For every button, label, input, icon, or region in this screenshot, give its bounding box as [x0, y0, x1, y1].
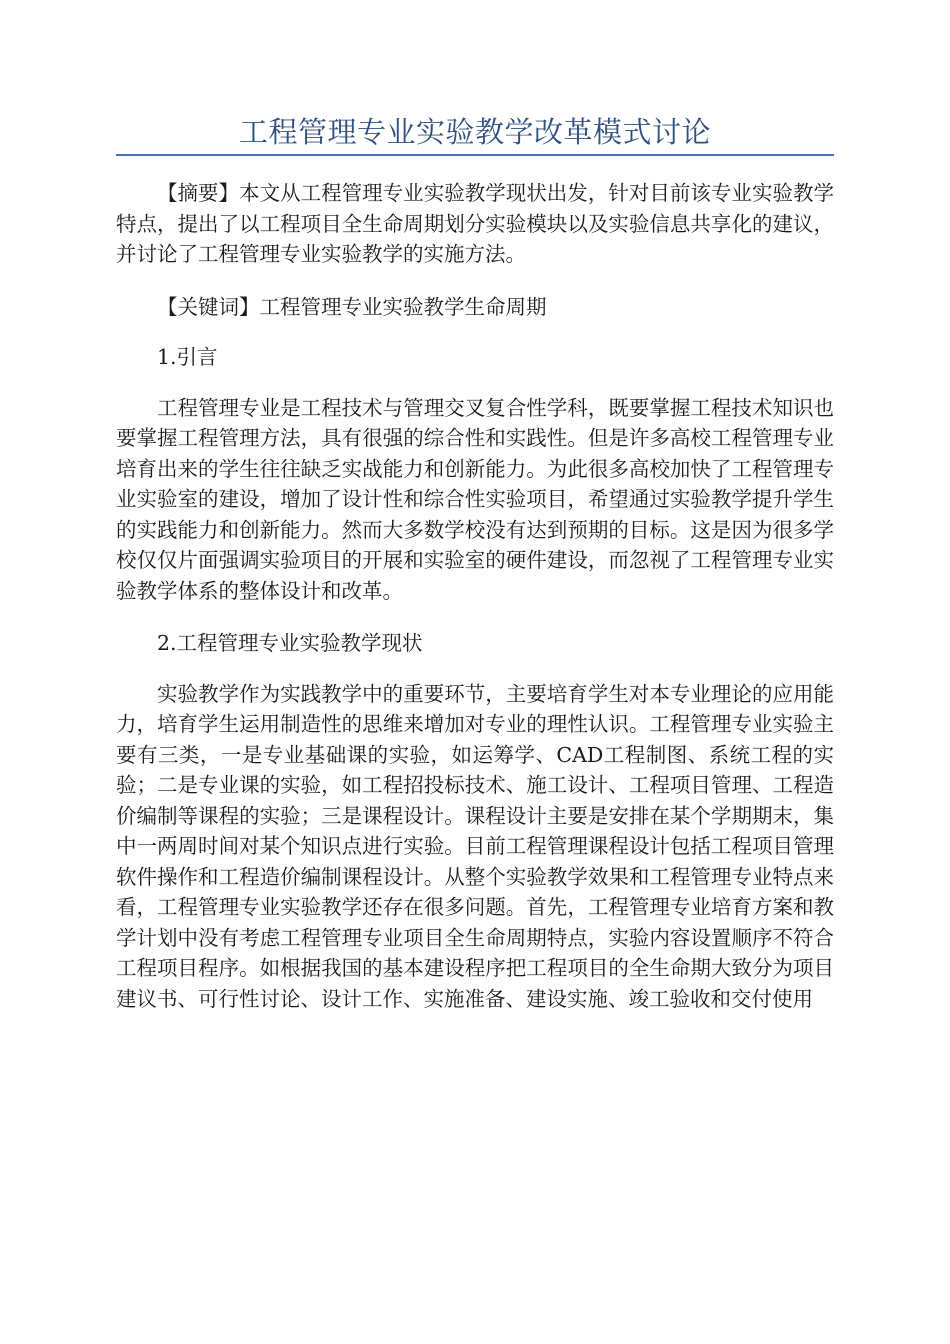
- introduction-paragraph: 工程管理专业是工程技术与管理交叉复合性学科，既要掌握工程技术知识也要掌握工程管理方法，具有很强的综合性和实践性。但是许多高校工程管理专业培育出来的学生往往缺乏实战能力和创新能力。为此很多高校加快了工程管理专业实验室的建设，增加了设计性和综合性实验项目，希望通过实验教学提升学生的实践能力和创新能力。然而大多数学校没有达到预期的目标。这是因为很多学校仅仅片面强调实验项目的开展和实验室的硬件建设，而忽视了工程管理专业实验教学体系的整体设计和改革。: [116, 395, 834, 603]
- section-heading-current-status: 2.工程管理专业实验教学现状: [157, 631, 423, 655]
- document-title: 工程管理专业实验教学改革模式讨论: [238, 115, 711, 149]
- keywords-line: 【关键词】工程管理专业实验教学生命周期: [157, 294, 547, 319]
- abstract-paragraph: 【摘要】本文从工程管理专业实验教学现状出发，针对目前该专业实验教学特点，提出了以工程项目全生命周期划分实验模块以及实验信息共享化的建议，并讨论了工程管理专业实验教学的实施方法。: [116, 181, 834, 266]
- document-body: [116, 178, 834, 1036]
- current-status-paragraph: 实验教学作为实践教学中的重要环节，主要培育学生对本专业理论的应用能力，培育学生运用制造性的思维来增加对专业的理性认识。工程管理专业实验主要有三类，一是专业基础课的实验，如运筹学、CAD工程制图、系统工程的实验；二是专业课的实验，如工程招投标技术、施工设计、工程项目管理、工程造价编制等课程的实验；三是课程设计。课程设计主要是安排在某个学期期末，集中一两周时间对某个知识点进行实验。目前工程管理课程设计包括工程项目管理软件操作和工程造价编制课程设计。从整个实验教学效果和工程管理专业特点来看，工程管理专业实验教学还存在很多问题。首先，工程管理专业培育方案和教学计划中没有考虑工程管理专业项目全生命周期特点，实验内容设置顺序不符合工程项目程序。如根据我国的基本建设程序把工程项目的全生命期大致分为项目建议书、可行性讨论、设计工作、实施准备、建设实施、竣工验收和交付使用: [116, 681, 834, 1011]
- title-underline: [116, 154, 834, 156]
- section-heading-introduction: 1.引言: [157, 345, 218, 369]
